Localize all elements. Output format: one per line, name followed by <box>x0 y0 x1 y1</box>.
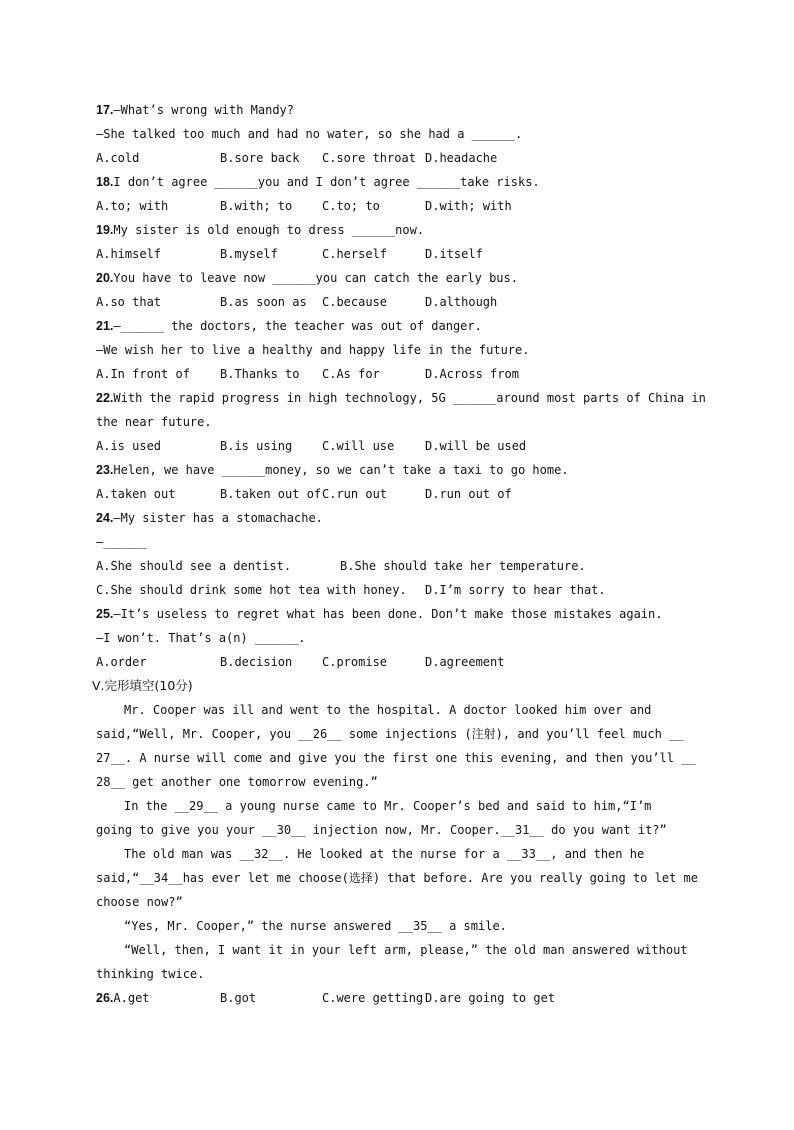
question-number: 23. <box>96 463 114 477</box>
question-number: 19. <box>96 223 114 237</box>
passage-line: “Yes, Mr. Cooper,” the nurse answered __35__ a smile. <box>124 919 507 933</box>
question-22 <box>96 386 706 410</box>
question-17-response: —She talked too much and had no water, so she had a ______. <box>96 127 523 141</box>
option-d[interactable]: D.itself <box>425 247 483 261</box>
passage-line: The old man was __32__. He looked at the nurse for a __33__, and then he <box>124 847 645 861</box>
passage-line: going to give you your __30__ injection now, Mr. Cooper.__31__ do you want it?” <box>96 823 667 837</box>
passage-line: Mr. Cooper was ill and went to the hospital. A doctor looked him over and <box>124 703 652 717</box>
option-a[interactable]: A.taken out <box>96 487 176 501</box>
passage-line: said,“__34__has ever let me choose(选择) that before. Are you really going to let me <box>96 871 698 885</box>
question-25-options <box>96 650 696 674</box>
question-number: 24. <box>96 511 114 525</box>
question-25 <box>96 602 696 626</box>
option-d[interactable]: D.will be used <box>425 439 527 453</box>
option-d[interactable]: D.headache <box>425 151 498 165</box>
question-number: 18. <box>96 175 114 189</box>
question-number: 26. <box>96 991 114 1005</box>
question-26-options <box>96 986 696 1010</box>
worksheet-page <box>92 98 706 1010</box>
question-21-options <box>96 362 696 386</box>
passage-line: said,“Well, Mr. Cooper, you __26__ some injections (注射), and you’ll feel much __ <box>96 727 684 741</box>
section-title: Ⅴ.完形填空(10分) <box>92 678 193 693</box>
question-24 <box>96 506 696 530</box>
option-a[interactable]: A.is used <box>96 439 162 453</box>
question-18 <box>96 170 696 194</box>
passage-line: 28__ get another one tomorrow evening.” <box>96 775 378 789</box>
option-d[interactable]: D.although <box>425 295 498 309</box>
option-a[interactable]: A.so that <box>96 295 162 309</box>
question-stem: —It’s useless to regret what has been done. Don’t make those mistakes again. <box>113 607 663 621</box>
option-c[interactable]: C.As for <box>322 367 380 381</box>
question-18-options <box>96 194 696 218</box>
question-20 <box>96 266 696 290</box>
option-c[interactable]: C.will use <box>322 439 395 453</box>
option-d[interactable]: D.with; with <box>425 199 512 213</box>
question-21 <box>96 314 696 338</box>
question-number: 22. <box>96 391 114 405</box>
question-20-options <box>96 290 696 314</box>
option-d[interactable]: D.Across from <box>425 367 519 381</box>
option-d[interactable]: D.I’m sorry to hear that. <box>425 583 606 597</box>
option-b[interactable]: B.with; to <box>220 199 293 213</box>
option-a[interactable]: A.himself <box>96 247 162 261</box>
option-a[interactable]: A.In front of <box>96 367 190 381</box>
option-b[interactable]: B.is using <box>220 439 293 453</box>
question-25-response: —I won’t. That’s a(n) ______. <box>96 631 306 645</box>
option-c[interactable]: C.were getting <box>322 991 424 1005</box>
option-b[interactable]: B.She should take her temperature. <box>340 559 586 573</box>
question-number: 21. <box>96 319 114 333</box>
option-d[interactable]: D.agreement <box>425 655 505 669</box>
question-stem: You have to leave now ______you can catch the early bus. <box>113 271 518 285</box>
question-stem: Helen, we have ______money, so we can’t take a taxi to go home. <box>113 463 569 477</box>
question-number: 20. <box>96 271 114 285</box>
question-19 <box>96 218 696 242</box>
question-22-options <box>96 434 696 458</box>
option-b[interactable]: B.as soon as <box>220 295 307 309</box>
question-number: 17. <box>96 103 114 117</box>
question-stem: I don’t agree ______you and I don’t agree ______take risks. <box>113 175 540 189</box>
option-b[interactable]: B.myself <box>220 247 278 261</box>
option-a-label: A.get <box>113 991 150 1005</box>
option-c[interactable]: C.She should drink some hot tea with honey. <box>96 583 407 597</box>
option-d[interactable]: D.run out of <box>425 487 512 501</box>
question-24-options-row1 <box>96 554 696 578</box>
option-b[interactable]: B.Thanks to <box>220 367 300 381</box>
option-b[interactable]: B.decision <box>220 655 293 669</box>
question-number: 25. <box>96 607 114 621</box>
question-23-options <box>96 482 696 506</box>
option-a[interactable] <box>96 986 150 1010</box>
question-17 <box>96 98 696 122</box>
option-a[interactable]: A.order <box>96 655 147 669</box>
option-c[interactable]: C.sore throat <box>322 151 416 165</box>
option-d[interactable]: D.are going to get <box>425 991 556 1005</box>
option-c[interactable]: C.run out <box>322 487 388 501</box>
question-stem: With the rapid progress in high technology, 5G ______around most parts of China in <box>113 391 706 405</box>
question-stem: —______ the doctors, the teacher was out of danger. <box>113 319 482 333</box>
question-22-continued: the near future. <box>96 415 212 429</box>
option-b[interactable]: B.taken out of <box>220 487 322 501</box>
option-b[interactable]: B.got <box>220 991 257 1005</box>
option-a[interactable]: A.cold <box>96 151 140 165</box>
question-stem: —My sister has a stomachache. <box>113 511 323 525</box>
passage-line: thinking twice. <box>96 967 205 981</box>
passage-line: In the __29__ a young nurse came to Mr. Cooper’s bed and said to him,“I’m <box>124 799 652 813</box>
question-24-options-row2 <box>96 578 696 602</box>
question-19-options <box>96 242 696 266</box>
option-b[interactable]: B.sore back <box>220 151 300 165</box>
question-23 <box>96 458 696 482</box>
question-stem: My sister is old enough to dress ______now. <box>113 223 425 237</box>
passage-line: “Well, then, I want it in your left arm, please,” the old man answered without <box>124 943 688 957</box>
option-c[interactable]: C.to; to <box>322 199 380 213</box>
option-a[interactable]: A.to; with <box>96 199 169 213</box>
question-21-response: —We wish her to live a healthy and happy life in the future. <box>96 343 530 357</box>
passage-line: 27__. A nurse will come and give you the first one this evening, and then you’ll __ <box>96 751 696 765</box>
option-a[interactable]: A.She should see a dentist. <box>96 559 292 573</box>
passage-line: choose now?” <box>96 895 183 909</box>
question-24-response: —______ <box>96 535 147 549</box>
option-c[interactable]: C.herself <box>322 247 388 261</box>
option-c[interactable]: C.because <box>322 295 388 309</box>
question-stem: —What’s wrong with Mandy? <box>113 103 295 117</box>
option-c[interactable]: C.promise <box>322 655 388 669</box>
question-17-options <box>96 146 696 170</box>
